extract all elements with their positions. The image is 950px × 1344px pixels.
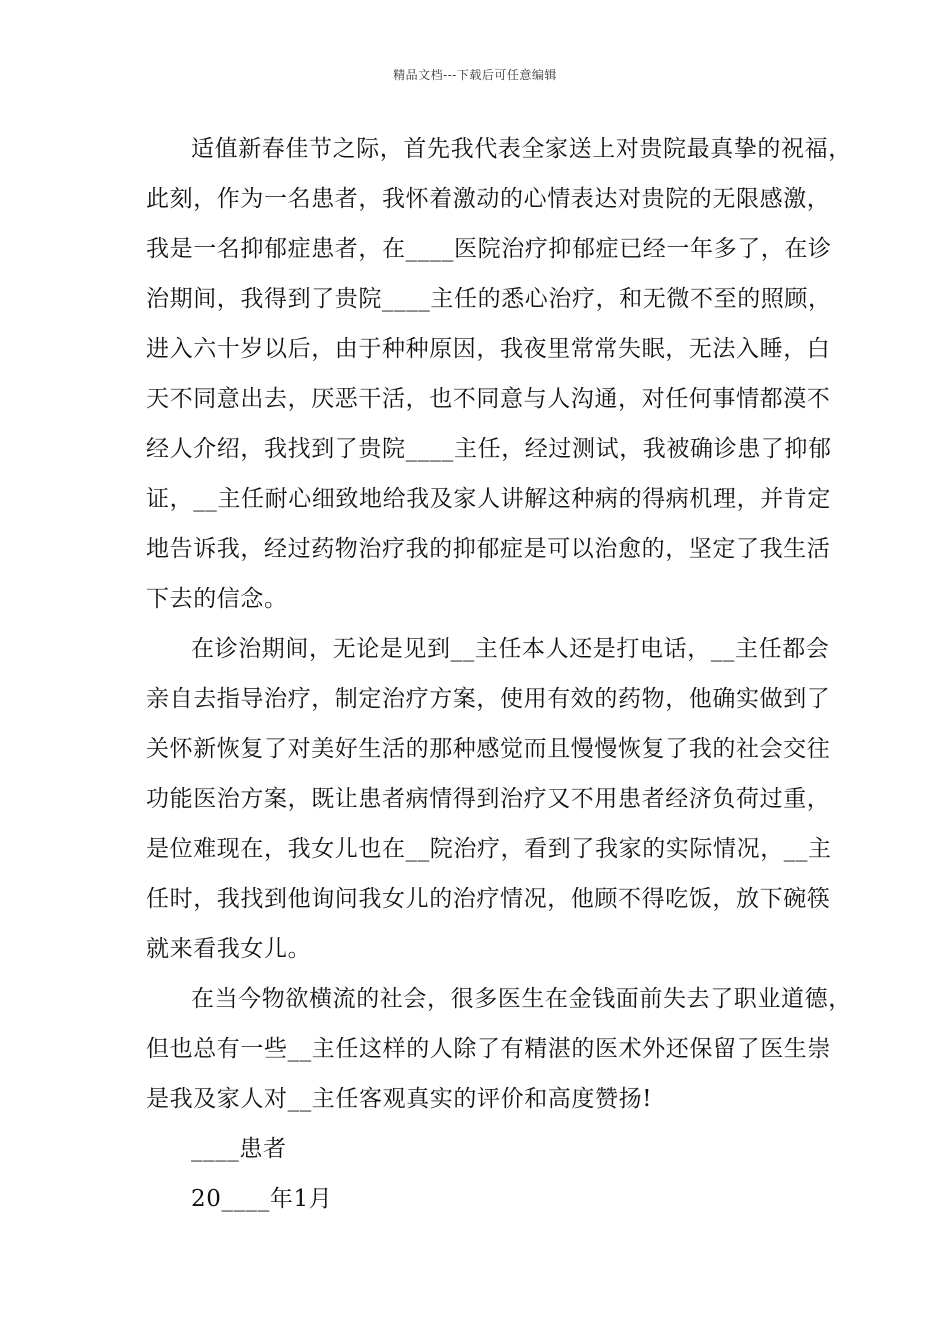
paragraph-line: 但也总有一些__主任这样的人除了有精湛的医术外还保留了医生崇 xyxy=(146,1036,831,1062)
paragraph-line: 在诊治期间，无论是见到__主任本人还是打电话，__主任都会 xyxy=(191,636,830,662)
paragraph-line: 亲自去指导治疗，制定治疗方案，使用有效的药物，他确实做到了 xyxy=(146,686,831,712)
paragraph-line: 经人介绍，我找到了贵院____主任，经过测试，我被确诊患了抑郁 xyxy=(146,436,832,462)
paragraph-line: 此刻，作为一名患者，我怀着激动的心情表达对贵院的无限感激， xyxy=(146,186,831,212)
page-header: 精品文档---下载后可任意编辑 xyxy=(393,68,557,82)
signature-signer: ____患者 xyxy=(191,1136,287,1162)
paragraph-line: 任时，我找到他询问我女儿的治疗情况，他顾不得吃饭，放下碗筷 xyxy=(146,886,831,912)
paragraph-line: 下去的信念。 xyxy=(146,586,288,612)
paragraph-line: 关怀新恢复了对美好生活的那种感觉而且慢慢恢复了我的社会交往 xyxy=(146,736,831,762)
paragraph-line: 适值新春佳节之际，首先我代表全家送上对贵院最真挚的祝福， xyxy=(191,136,852,162)
paragraph-line: 功能医治方案，既让患者病情得到治疗又不用患者经济负荷过重， xyxy=(146,786,831,812)
paragraph-line: 地告诉我，经过药物治疗我的抑郁症是可以治愈的，坚定了我生活 xyxy=(146,536,831,562)
paragraph-line: 进入六十岁以后，由于种种原因，我夜里常常失眠，无法入睡，白 xyxy=(146,336,831,362)
paragraph-line: 天不同意出去，厌恶干活，也不同意与人沟通，对任何事情都漠不 xyxy=(146,386,831,412)
paragraph-line: 治期间，我得到了贵院____主任的悉心治疗，和无微不至的照顾， xyxy=(146,286,832,312)
paragraph-line: 就来看我女儿。 xyxy=(146,936,312,962)
paragraph-line: 我是一名抑郁症患者，在____医院治疗抑郁症已经一年多了，在诊 xyxy=(146,236,832,262)
paragraph-line: 证，__主任耐心细致地给我及家人讲解这种病的得病机理，并肯定 xyxy=(146,486,831,512)
paragraph-line: 在当今物欲横流的社会，很多医生在金钱面前失去了职业道德， xyxy=(191,986,852,1012)
signature-date: 20____年1月 xyxy=(191,1186,333,1212)
paragraph-line: 是我及家人对__主任客观真实的评价和高度赞扬! xyxy=(146,1086,653,1112)
paragraph-line: 是位难现在，我女儿也在__院治疗，看到了我家的实际情况，__主 xyxy=(146,836,832,862)
